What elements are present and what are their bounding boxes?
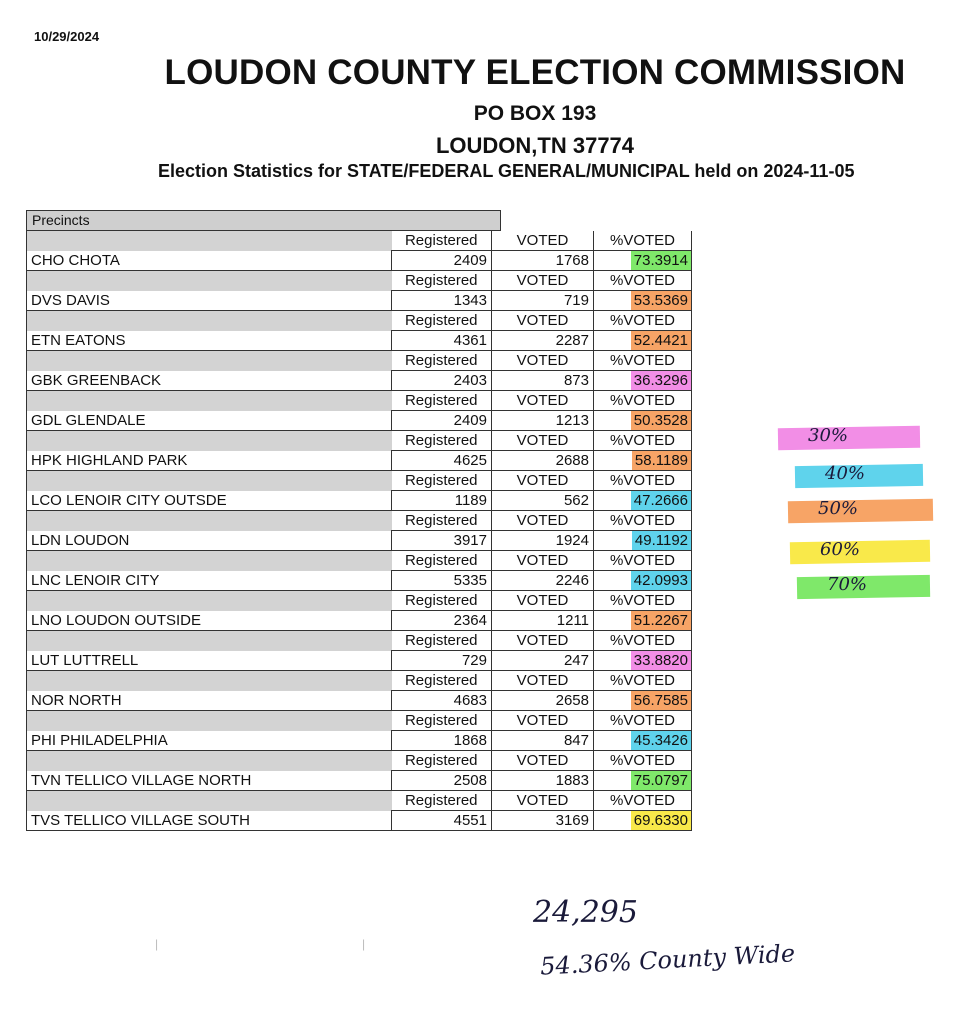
scan-mark: | (155, 937, 159, 951)
precinct-row (27, 651, 692, 671)
column-header-row (27, 631, 692, 651)
voted-count: 1883 (492, 771, 594, 791)
registered-header: Registered (392, 311, 492, 331)
column-header-row (27, 511, 692, 531)
row-spacer (27, 711, 392, 731)
registered-count: 2403 (392, 371, 492, 391)
precinct-row (27, 451, 692, 471)
row-spacer (27, 631, 392, 651)
pct-voted-value: 42.0993 (631, 571, 691, 590)
registered-header: Registered (392, 391, 492, 411)
voted-count: 1211 (492, 611, 594, 631)
pct-voted-value: 73.3914 (631, 251, 691, 270)
precinct-row (27, 731, 692, 751)
pct-voted-value: 47.2666 (631, 491, 691, 510)
legend-swatch (778, 426, 920, 450)
registered-count: 2364 (392, 611, 492, 631)
pct-voted-header: %VOTED (594, 391, 692, 411)
precinct-name: TVS TELLICO VILLAGE SOUTH (27, 811, 392, 831)
voted-header: VOTED (492, 391, 594, 411)
pct-voted-value: 58.1189 (632, 451, 691, 470)
voted-count: 847 (492, 731, 594, 751)
precinct-row (27, 331, 692, 351)
pct-voted-value: 56.7585 (631, 691, 691, 710)
pct-voted-value: 53.5369 (631, 291, 691, 310)
voted-header: VOTED (492, 551, 594, 571)
precinct-name: LDN LOUDON (27, 531, 392, 551)
pct-voted-cell (594, 291, 692, 311)
precinct-name: LNC LENOIR CITY (27, 571, 392, 591)
precinct-row (27, 371, 692, 391)
legend-label: 40% (825, 463, 866, 484)
registered-count: 1189 (392, 491, 492, 511)
registered-header: Registered (392, 591, 492, 611)
precinct-name: ETN EATONS (27, 331, 392, 351)
precinct-row (27, 531, 692, 551)
registered-header: Registered (392, 711, 492, 731)
pct-voted-header: %VOTED (594, 351, 692, 371)
precinct-row (27, 291, 692, 311)
row-spacer (27, 431, 392, 451)
column-header-row (27, 231, 692, 251)
registered-header: Registered (392, 271, 492, 291)
voted-header: VOTED (492, 351, 594, 371)
voted-count: 719 (492, 291, 594, 311)
pct-voted-cell (594, 731, 692, 751)
pct-voted-cell (594, 691, 692, 711)
registered-header: Registered (392, 671, 492, 691)
pct-voted-value: 50.3528 (631, 411, 691, 430)
registered-count: 729 (392, 651, 492, 671)
precinct-name: GDL GLENDALE (27, 411, 392, 431)
pct-voted-cell (594, 451, 692, 471)
pct-voted-header: %VOTED (594, 711, 692, 731)
precinct-row (27, 611, 692, 631)
voted-header: VOTED (492, 671, 594, 691)
column-header-row (27, 391, 692, 411)
voted-header: VOTED (492, 751, 594, 771)
voted-header: VOTED (492, 431, 594, 451)
pct-voted-header: %VOTED (594, 591, 692, 611)
precincts-section-label: Precincts (26, 210, 501, 231)
pct-voted-cell (594, 611, 692, 631)
precinct-name: LUT LUTTRELL (27, 651, 392, 671)
handwritten-total: 24,295 (533, 895, 638, 930)
pct-voted-header: %VOTED (594, 551, 692, 571)
voted-count: 3169 (492, 811, 594, 831)
row-spacer (27, 471, 392, 491)
registered-header: Registered (392, 751, 492, 771)
voted-header: VOTED (492, 511, 594, 531)
row-spacer (27, 751, 392, 771)
row-spacer (27, 671, 392, 691)
column-header-row (27, 551, 692, 571)
voted-count: 2287 (492, 331, 594, 351)
row-spacer (27, 791, 392, 811)
registered-header: Registered (392, 431, 492, 451)
registered-header: Registered (392, 471, 492, 491)
legend-label: 60% (820, 539, 861, 560)
pct-voted-value: 49.1192 (632, 531, 691, 550)
voted-count: 1768 (492, 251, 594, 271)
row-spacer (27, 511, 392, 531)
voted-header: VOTED (492, 231, 594, 251)
precinct-row (27, 571, 692, 591)
voted-count: 1213 (492, 411, 594, 431)
voted-count: 2246 (492, 571, 594, 591)
registered-count: 1343 (392, 291, 492, 311)
pct-voted-value: 33.8820 (631, 651, 691, 670)
pct-voted-value: 51.2267 (631, 611, 691, 630)
precinct-row (27, 811, 692, 831)
voted-count: 873 (492, 371, 594, 391)
column-header-row (27, 591, 692, 611)
precinct-name: LCO LENOIR CITY OUTSDE (27, 491, 392, 511)
legend-label: 50% (818, 498, 859, 519)
registered-header: Registered (392, 631, 492, 651)
pct-voted-header: %VOTED (594, 671, 692, 691)
precinct-name: DVS DAVIS (27, 291, 392, 311)
registered-count: 4683 (392, 691, 492, 711)
pct-voted-value: 52.4421 (631, 331, 691, 350)
row-spacer (27, 351, 392, 371)
registered-header: Registered (392, 551, 492, 571)
registered-count: 5335 (392, 571, 492, 591)
voted-count: 2658 (492, 691, 594, 711)
handwritten-county-wide: 54.36% County Wide (539, 939, 796, 981)
precinct-name: PHI PHILADELPHIA (27, 731, 392, 751)
pct-voted-cell (594, 371, 692, 391)
registered-count: 4361 (392, 331, 492, 351)
voted-header: VOTED (492, 591, 594, 611)
precinct-name: CHO CHOTA (27, 251, 392, 271)
column-header-row (27, 271, 692, 291)
precinct-row (27, 691, 692, 711)
column-header-row (27, 471, 692, 491)
voted-header: VOTED (492, 271, 594, 291)
pct-voted-header: %VOTED (594, 511, 692, 531)
voted-count: 247 (492, 651, 594, 671)
registered-header: Registered (392, 231, 492, 251)
legend-label: 70% (827, 574, 868, 595)
precinct-name: LNO LOUDON OUTSIDE (27, 611, 392, 631)
registered-count: 1868 (392, 731, 492, 751)
row-spacer (27, 591, 392, 611)
registered-count: 4551 (392, 811, 492, 831)
pct-voted-header: %VOTED (594, 631, 692, 651)
pct-voted-cell (594, 251, 692, 271)
precinct-row (27, 771, 692, 791)
pct-voted-cell (594, 491, 692, 511)
column-header-row (27, 311, 692, 331)
column-header-row (27, 711, 692, 731)
document-date: 10/29/2024 (34, 29, 100, 44)
pct-voted-value: 75.0797 (631, 771, 691, 790)
pct-voted-cell (594, 771, 692, 791)
pct-voted-value: 69.6330 (631, 811, 691, 830)
pct-voted-cell (594, 651, 692, 671)
pct-voted-cell (594, 571, 692, 591)
voted-header: VOTED (492, 711, 594, 731)
pct-voted-header: %VOTED (594, 751, 692, 771)
registered-header: Registered (392, 351, 492, 371)
pct-voted-cell (594, 411, 692, 431)
pct-voted-value: 45.3426 (631, 731, 691, 750)
address-line-1: PO BOX 193 (473, 102, 597, 125)
column-header-row (27, 351, 692, 371)
precinct-row (27, 491, 692, 511)
pct-voted-cell (594, 531, 692, 551)
precinct-table (26, 210, 692, 831)
scan-mark: | (362, 937, 366, 951)
pct-voted-header: %VOTED (594, 271, 692, 291)
voted-header: VOTED (492, 791, 594, 811)
row-spacer (27, 231, 392, 251)
precinct-name: TVN TELLICO VILLAGE NORTH (27, 771, 392, 791)
voted-count: 2688 (492, 451, 594, 471)
document-subtitle: Election Statistics for STATE/FEDERAL GENERAL/MUNICIPAL held on 2024-11-05 (158, 161, 855, 181)
voted-count: 1924 (492, 531, 594, 551)
column-header-row (27, 431, 692, 451)
column-header-row (27, 791, 692, 811)
voted-header: VOTED (492, 311, 594, 331)
column-header-row (27, 751, 692, 771)
row-spacer (27, 391, 392, 411)
registered-count: 2409 (392, 411, 492, 431)
voted-count: 562 (492, 491, 594, 511)
precinct-name: GBK GREENBACK (27, 371, 392, 391)
statistics-table (26, 231, 692, 831)
legend-label: 30% (808, 425, 849, 446)
registered-count: 4625 (392, 451, 492, 471)
voted-header: VOTED (492, 471, 594, 491)
pct-voted-header: %VOTED (594, 791, 692, 811)
row-spacer (27, 311, 392, 331)
legend-swatch (788, 499, 933, 524)
voted-header: VOTED (492, 631, 594, 651)
pct-voted-header: %VOTED (594, 311, 692, 331)
registered-count: 2409 (392, 251, 492, 271)
precinct-name: NOR NORTH (27, 691, 392, 711)
pct-voted-header: %VOTED (594, 471, 692, 491)
registered-count: 2508 (392, 771, 492, 791)
column-header-row (27, 671, 692, 691)
registered-header: Registered (392, 791, 492, 811)
pct-voted-cell (594, 331, 692, 351)
pct-voted-cell (594, 811, 692, 831)
document-title: LOUDON COUNTY ELECTION COMMISSION (164, 53, 906, 92)
registered-header: Registered (392, 511, 492, 531)
registered-count: 3917 (392, 531, 492, 551)
pct-voted-value: 36.3296 (631, 371, 691, 390)
precinct-row (27, 251, 692, 271)
pct-voted-header: %VOTED (594, 431, 692, 451)
precinct-row (27, 411, 692, 431)
address-line-2: LOUDON,TN 37774 (435, 133, 635, 158)
row-spacer (27, 271, 392, 291)
precinct-name: HPK HIGHLAND PARK (27, 451, 392, 471)
row-spacer (27, 551, 392, 571)
pct-voted-header: %VOTED (594, 231, 692, 251)
